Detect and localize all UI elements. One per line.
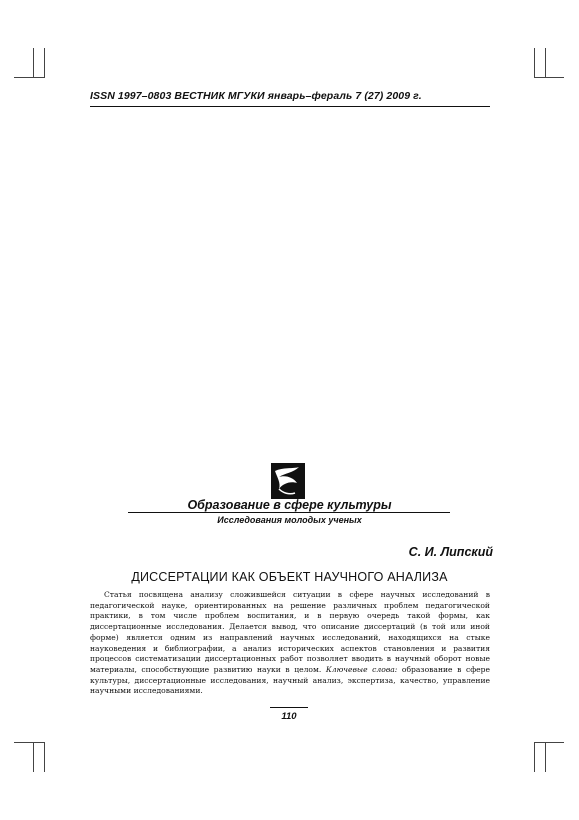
crop-mark bbox=[44, 742, 45, 772]
crop-mark bbox=[534, 742, 535, 772]
crop-mark bbox=[545, 742, 546, 772]
crop-mark bbox=[33, 48, 34, 78]
article-title: ДИССЕРТАЦИИ КАК ОБЪЕКТ НАУЧНОГО АНАЛИЗА bbox=[131, 570, 448, 584]
article-author: С. И. Липский bbox=[408, 545, 493, 559]
bird-logo-icon bbox=[271, 463, 305, 499]
section-rule bbox=[128, 512, 450, 513]
page-number: 110 bbox=[281, 711, 297, 722]
crop-mark bbox=[534, 48, 535, 78]
header-rule bbox=[90, 106, 490, 107]
article-abstract bbox=[90, 590, 490, 697]
crop-mark bbox=[14, 77, 44, 78]
abstract-text: Статья посвящена анализу сложившейся ситуации в сфере научных исследований в педагогической науке, ориентированных на решение различных проблем педагогической практики, в том числе проблем воспитания, и в первую очередь такой формы, как диссертационные исследования. Делается вывод, что описание диссертаций (в той или иной форме) является одним из направлений научных исследований, находящихся на стыке науковедения и библиографии, а анализ исторических аспектов становления и развития процессов систематизации диссертационных работ позволяет вводить в научный оборот новые материалы, способствующие развитию науки в целом. bbox=[90, 590, 490, 674]
crop-mark bbox=[33, 742, 34, 772]
page-number-rule bbox=[270, 707, 308, 708]
crop-mark bbox=[534, 77, 564, 78]
running-header: ISSN 1997–0803 ВЕСТНИК МГУКИ январь–фераль 7 (27) 2009 г. bbox=[90, 90, 422, 102]
keywords-label: Ключевые слова: bbox=[325, 664, 398, 674]
section-title: Образование в сфере культуры bbox=[187, 498, 392, 512]
keywords-text: образование в сфере культуры, диссертационные исследования, научный анализ, экспертиза, качество, управление научными исследованиями. bbox=[90, 664, 490, 696]
crop-mark bbox=[545, 48, 546, 78]
section-subtitle: Исследования молодых ученых bbox=[217, 515, 362, 525]
crop-mark bbox=[534, 742, 564, 743]
crop-mark bbox=[44, 48, 45, 78]
crop-mark bbox=[14, 742, 44, 743]
